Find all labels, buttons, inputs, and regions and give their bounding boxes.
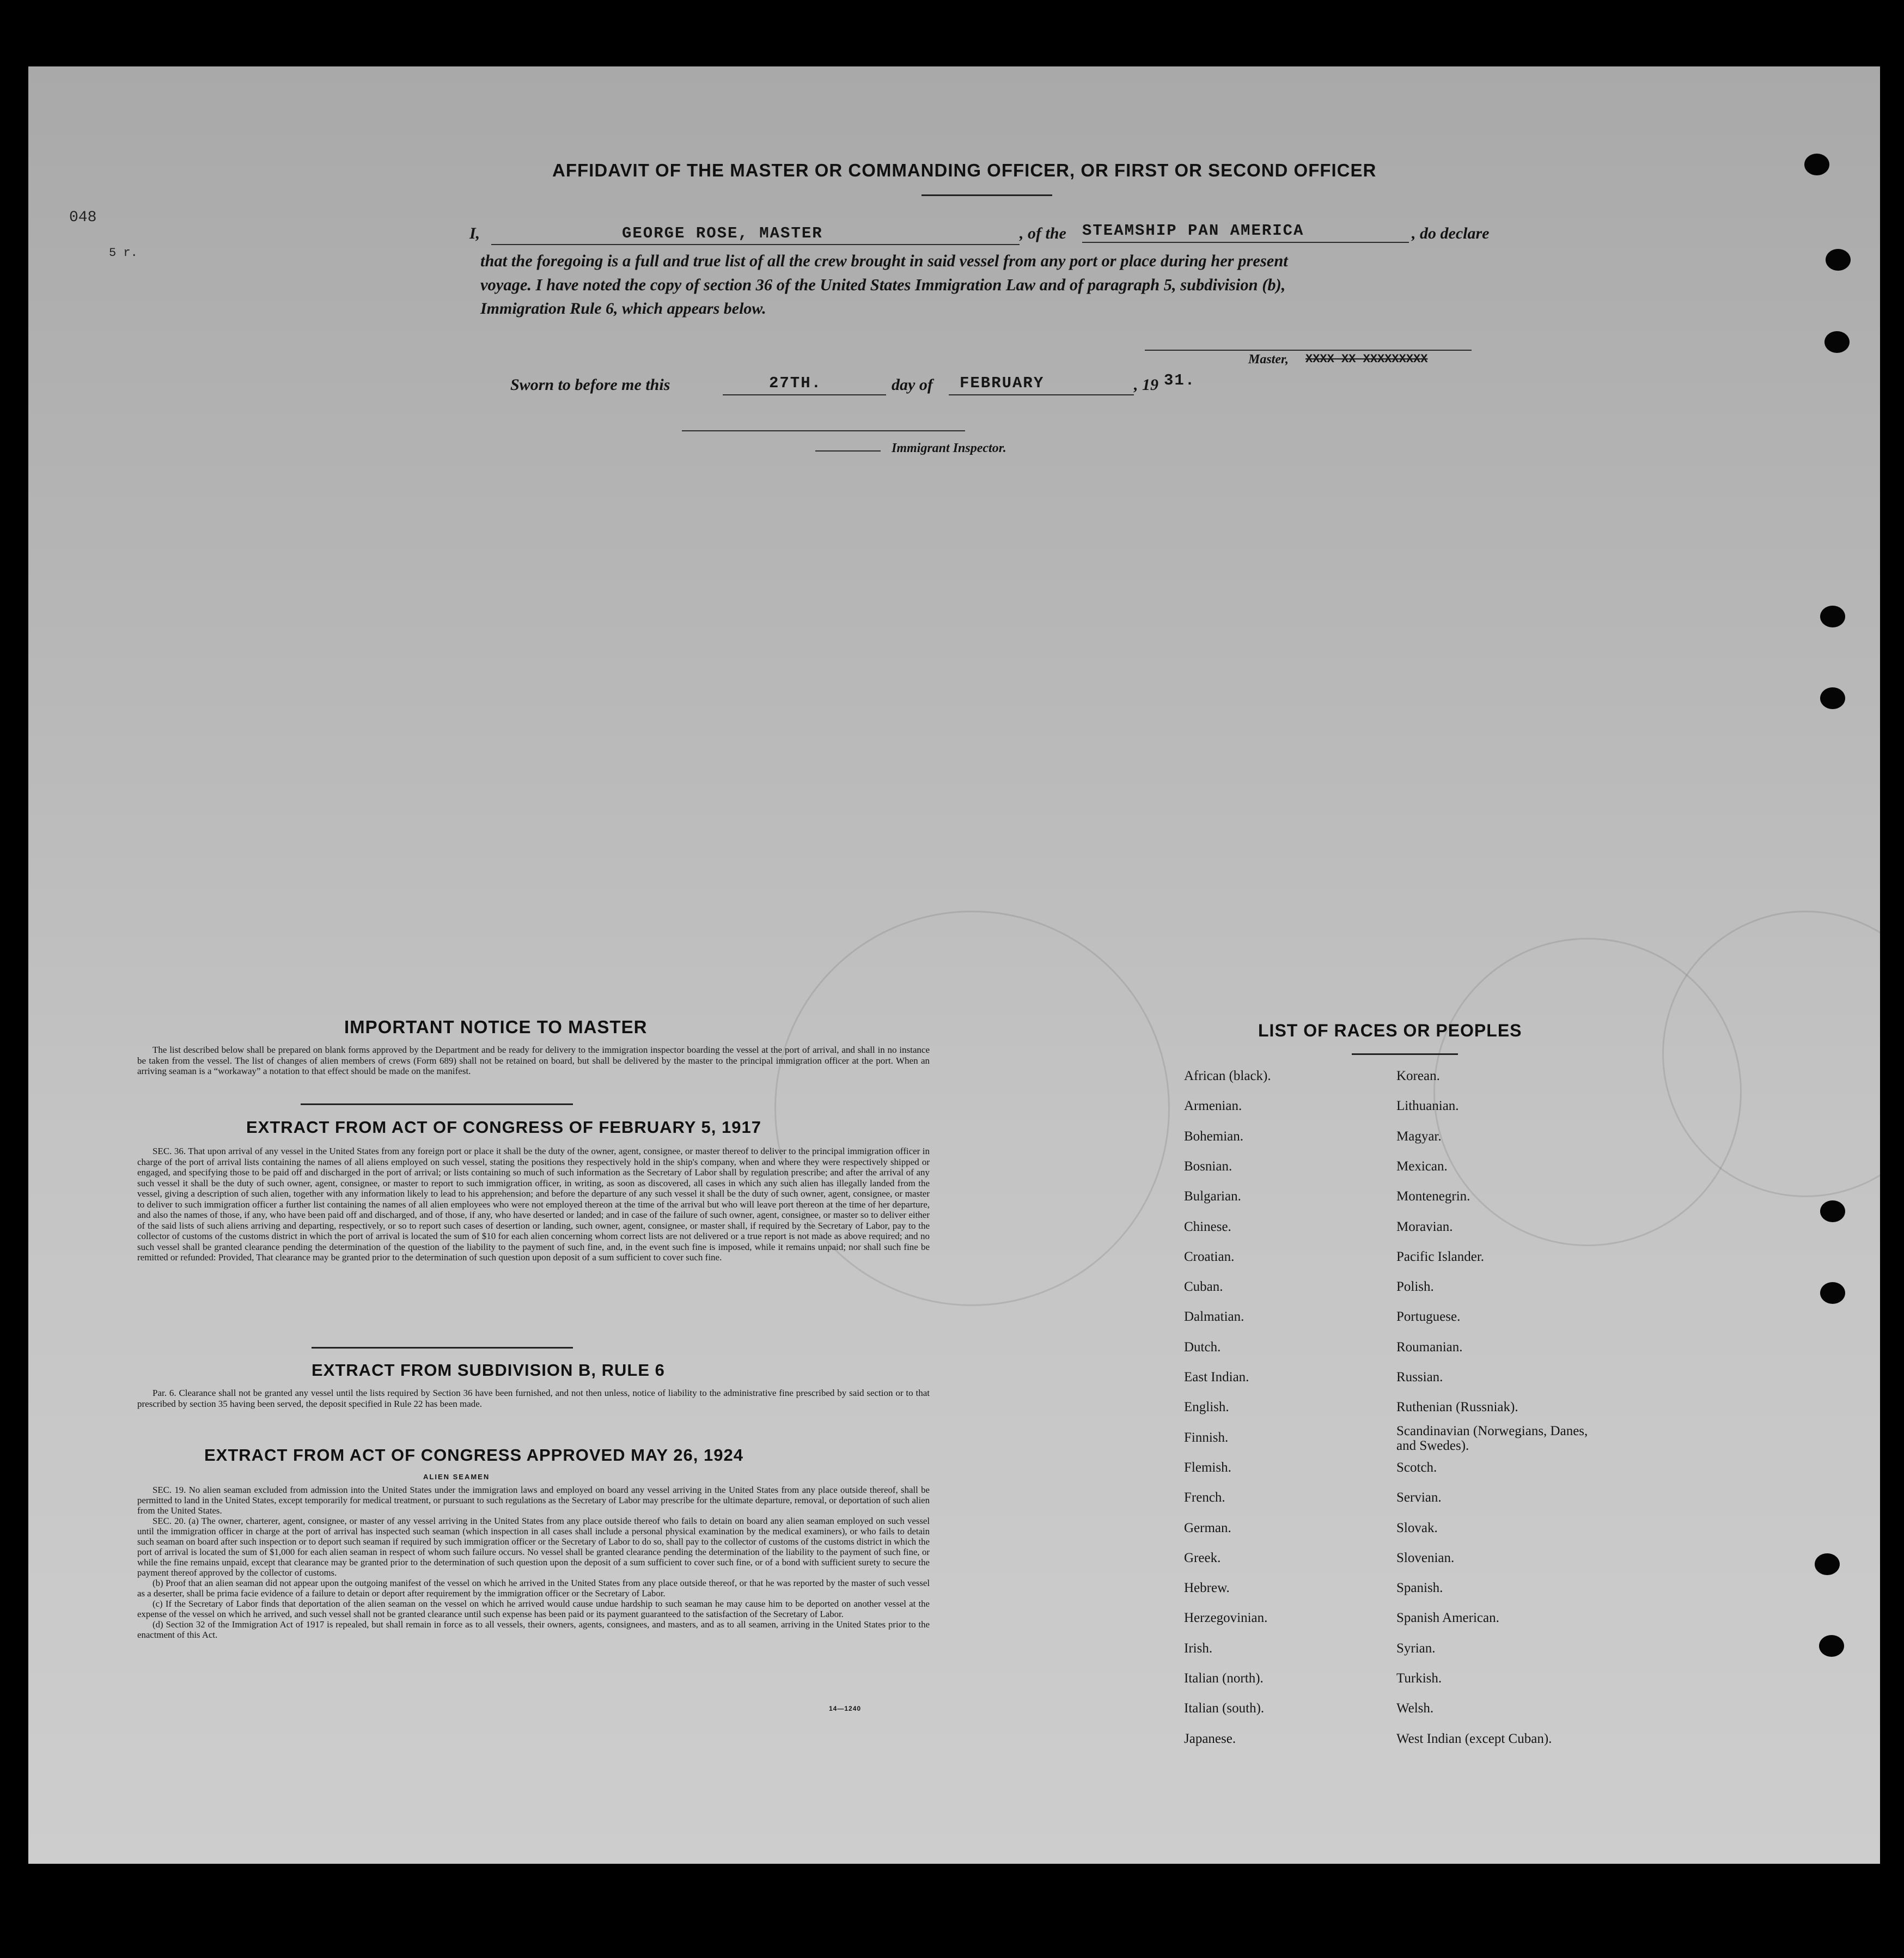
inspector-short-line [815,450,881,452]
race-item: Bohemian. [1184,1129,1244,1144]
master-signature-line [1145,350,1472,351]
race-item: Flemish. [1184,1460,1231,1475]
affidavit-line-4: Immigration Rule 6, which appears below. [480,300,766,318]
race-item: West Indian (except Cuban). [1396,1731,1552,1746]
race-item: Japanese. [1184,1731,1236,1746]
alien-seamen-subtitle: ALIEN SEAMEN [423,1473,490,1481]
extract-1924-paragraph: (b) Proof that an alien seaman did not appear upon the outgoing manifest of the vessel on which he arrived in the United States from any place outside thereof, or that he was reported by the master of such vessel as a deserter, shall be prima facie evidence of a failure to detain or deport after requirement by the immigration officer or the Secretary of Labor. [137,1578,930,1599]
section-rule [301,1103,573,1105]
race-item: Bosnian. [1184,1158,1232,1174]
race-item: Lithuanian. [1396,1099,1459,1114]
affidavit-line-2: that the foregoing is a full and true list of all the crew brought in said vessel from any port or place during her present [480,252,1288,270]
sworn-label: Sworn to before me this [510,376,670,394]
year-suffix-typed: 31. [1164,371,1196,389]
race-item: Welsh. [1396,1701,1434,1716]
notice-paragraph: The list described below shall be prepared on blank forms approved by the Department and be ready for delivery to the immigration inspector boarding the vessel at the port of arrival, and shall in no instance be taken from the vessel. The list of changes of alien members of crews (Form 689) shall not be retained on board, but shall be delivered by the master to the principal immigration officer at the port. When an arriving seaman is a “workaway” a notation to that effect should be made on the manifest. [137,1045,930,1076]
do-declare-label: , do declare [1412,224,1490,242]
inspector-signature-line [682,430,965,431]
race-item: Herzegovinian. [1184,1611,1268,1626]
race-item: Mexican. [1396,1158,1448,1174]
races-title: LIST OF RACES OR PEOPLES [1258,1021,1522,1040]
vessel-name-typed: STEAMSHIP PAN AMERICA [1082,222,1304,240]
race-item: French. [1184,1490,1225,1505]
race-item: Syrian. [1396,1640,1436,1656]
day-of-label: day of [892,376,933,394]
punch-hole [1820,1200,1845,1222]
race-item: Armenian. [1184,1099,1242,1114]
sworn-day-typed: 27TH. [769,374,822,392]
punch-hole [1815,1553,1840,1575]
race-item: Dalmatian. [1184,1309,1244,1325]
notice-text [137,1045,930,1077]
punch-hole [1820,687,1845,709]
extract-rule6-title: EXTRACT FROM SUBDIVISION B, RULE 6 [312,1361,665,1380]
year-prefix: , 19 [1134,376,1158,394]
race-item: Finnish. [1184,1430,1229,1445]
immigrant-inspector-label: Immigrant Inspector. [892,441,1006,455]
race-item: Moravian. [1396,1219,1453,1234]
race-item: Italian (south). [1184,1701,1265,1716]
master-label: Master, [1248,352,1289,367]
race-item: English. [1184,1400,1229,1415]
extract-1917-paragraph: SEC. 36. That upon arrival of any vessel in the United States from any foreign port or place it shall be the duty of the owner, agent, consignee, or master thereof to deliver to the principal immigration officer in charge of the port of arrival lists containing the names of all aliens employed on such vessel, stating the positions they respectively hold in the ship's company, when and where they were respectively shipped or engaged, and specifying those to be paid off and discharged in the port of arrival; or lists containing so much of such information as the Secretary of Labor shall by regulation prescribe; and after the arrival of any such vessel it shall be the duty of such owner, agent, consignee, or master to report to such immigration officer, in writing, as soon as discovered, all cases in which any such alien has illegally landed from the vessel, giving a description of such alien, together with any information likely to lead to his apprehension; and before the departure of any such vessel it shall be the duty of such owner, agent, consignee, or master to deliver to such immigration officer a further list containing the names of all alien employees who were not employed thereon at the time of the arrival but who will leave port thereon at the time of her departure, and also the names of those, if any, who have been paid off and discharged, and of those, if any, who have deserted or landed; and in case of the failure of such owner, agent, consignee, or master so to deliver either of the said lists of such aliens arriving and departing, respectively, or so to report such cases of desertion or landing, such owner, agent, consignee, or master shall, if required by the Secretary of Labor, pay to the collector of customs of the customs district in which the port of arrival is located the sum of $10 for each alien concerning whom correct lists are not delivered or a true report is not made as above required; and no such vessel shall be granted clearance pending the determination of the question of the liability to the payment of such fine, and, in the event such fine is imposed, while it remains unpaid; nor shall such fine be remitted or refunded: Provided, That clearance may be granted prior to the determination of such question upon deposit of a sum sufficient to cover such fine. [137,1146,930,1262]
name-underline [491,244,1020,245]
extract-1924-title: EXTRACT FROM ACT OF CONGRESS APPROVED MAY 26, 1924 [204,1445,743,1465]
race-item: Spanish American. [1396,1611,1499,1626]
extract-rule6-text [137,1388,930,1409]
punch-hole [1804,154,1829,175]
race-item: Turkish. [1396,1671,1442,1686]
race-item: Scandinavian (Norwegians, Danes, and Swedes). [1396,1423,1588,1453]
race-item: Servian. [1396,1490,1442,1505]
affidavit-line-3: voyage. I have noted the copy of section 36 of the United States Immigration Law and of paragraph 5, subdivision (b), [480,276,1286,294]
race-item: Montenegrin. [1396,1189,1470,1204]
master-name-typed: GEORGE ROSE, MASTER [622,224,823,242]
race-item: Magyar. [1396,1129,1442,1144]
race-item: Slovak. [1396,1520,1438,1535]
extract-1924-paragraph: SEC. 20. (a) The owner, charterer, agent, consignee, or master of any vessel arriving in the United States from any place outside thereof who fails to detain on board any alien seaman employed on such vessel until the immigration officer in charge at the port of arrival has inspected such seaman (which inspection in all cases shall include a personal physical examination by the medical examiners), or who fails to detain such seaman on board after such inspection or to deport such seaman if required by such immigration officer or the Secretary of Labor to do so, shall pay to the collector of customs of the customs district in which the port of arrival is located the sum of $1,000 for each alien seaman in respect of whom such failure occurs. No vessel shall be granted clearance pending the determination of the liability to the payment of such fine, or while the fine remains unpaid, except that clearance may be granted prior to the determination of such question upon the deposit of a sum sufficient to cover such fine, or of a bond with sufficient surety to secure the payment thereof approved by the collector of customs. [137,1516,930,1578]
race-item: Spanish. [1396,1581,1443,1596]
race-item: East Indian. [1184,1370,1249,1384]
of-the-label: , of the [1020,224,1066,242]
race-item: Pacific Islander. [1396,1249,1485,1264]
affidavit-i-label: I, [469,224,480,242]
race-item: Greek. [1184,1550,1221,1565]
month-typed: FEBRUARY [960,374,1045,392]
race-item: African (black). [1184,1069,1271,1083]
extract-1924-paragraph: (d) Section 32 of the Immigration Act of 1917 is repealed, but shall remain in force as to all vessels, their owners, agents, consignees, and masters, and as to all seamen, arriving in the United States prior to the enactment of this Act. [137,1619,930,1640]
race-item: Polish. [1396,1279,1434,1295]
races-title-rule [1352,1053,1458,1055]
section-rule [312,1347,573,1349]
race-item: German. [1184,1520,1231,1535]
affidavit-title: AFFIDAVIT OF THE MASTER OR COMMANDING OFFICER, OR FIRST OR SECOND OFFICER [552,160,1377,180]
document-page [28,66,1880,1864]
master-struck-text: XXXX XX XXXXXXXXX [1305,352,1428,366]
vessel-underline [1082,242,1409,243]
race-item: Chinese. [1184,1219,1231,1234]
punch-hole [1826,249,1851,271]
race-item: Korean. [1396,1069,1440,1083]
race-item: Bulgarian. [1184,1189,1241,1204]
race-item: Russian. [1396,1370,1443,1384]
race-item: Cuban. [1184,1279,1223,1295]
form-number: 14—1240 [829,1705,862,1712]
extract-1917-title: EXTRACT FROM ACT OF CONGRESS OF FEBRUARY 5, 1917 [246,1118,761,1137]
month-underline [949,394,1134,395]
race-item: Hebrew. [1184,1581,1230,1596]
notice-title: IMPORTANT NOTICE TO MASTER [344,1017,648,1037]
punch-hole [1820,1282,1845,1304]
race-item: Croatian. [1184,1249,1235,1264]
extract-rule6-paragraph: Par. 6. Clearance shall not be granted any vessel until the lists required by Section 36 have been furnished, and not then unless, notice of liability to the administrative fine prescribed by said section or to that prescribed by section 35 having been served, the deposit specified in Rule 22 has been made. [137,1388,930,1409]
race-item: Slovenian. [1396,1550,1455,1565]
race-item: Dutch. [1184,1339,1221,1355]
punch-hole [1824,331,1850,353]
extract-1917-text [137,1146,930,1263]
margin-note-number: 048 [69,209,97,226]
sworn-day-underline [723,394,886,395]
race-item: Italian (north). [1184,1671,1264,1686]
extract-1924-paragraph: SEC. 19. No alien seaman excluded from admission into the United States under the immigration laws and employed on board any vessel arriving in the United States from any place outside thereof, shall be permitted to land in the United States, except temporarily for medical treatment, or pursuant to such regulations as the Secretary of Labor may prescribe for the ultimate departure, removal, or deportation of such alien from the United States. [137,1485,930,1516]
punch-hole [1820,606,1845,627]
race-item: Scotch. [1396,1460,1437,1475]
extract-1924-paragraph: (c) If the Secretary of Labor finds that deportation of the alien seaman on the vessel on which he arrived would cause undue hardship to such seaman he may cause him to be deported on another vessel at the expense of the vessel on which he arrived, and such vessel shall not be granted clearance until such expense has been paid or its payment guaranteed to the satisfaction of the Secretary of Labor. [137,1599,930,1619]
margin-note-small: 5 r. [109,246,138,260]
race-item: Roumanian. [1396,1339,1463,1355]
race-item: Ruthenian (Russniak). [1396,1400,1518,1415]
race-item: Portuguese. [1396,1309,1461,1325]
race-item: Irish. [1184,1640,1213,1656]
extract-1924-text [137,1485,930,1640]
title-rule [922,194,1052,196]
punch-hole [1819,1635,1844,1657]
